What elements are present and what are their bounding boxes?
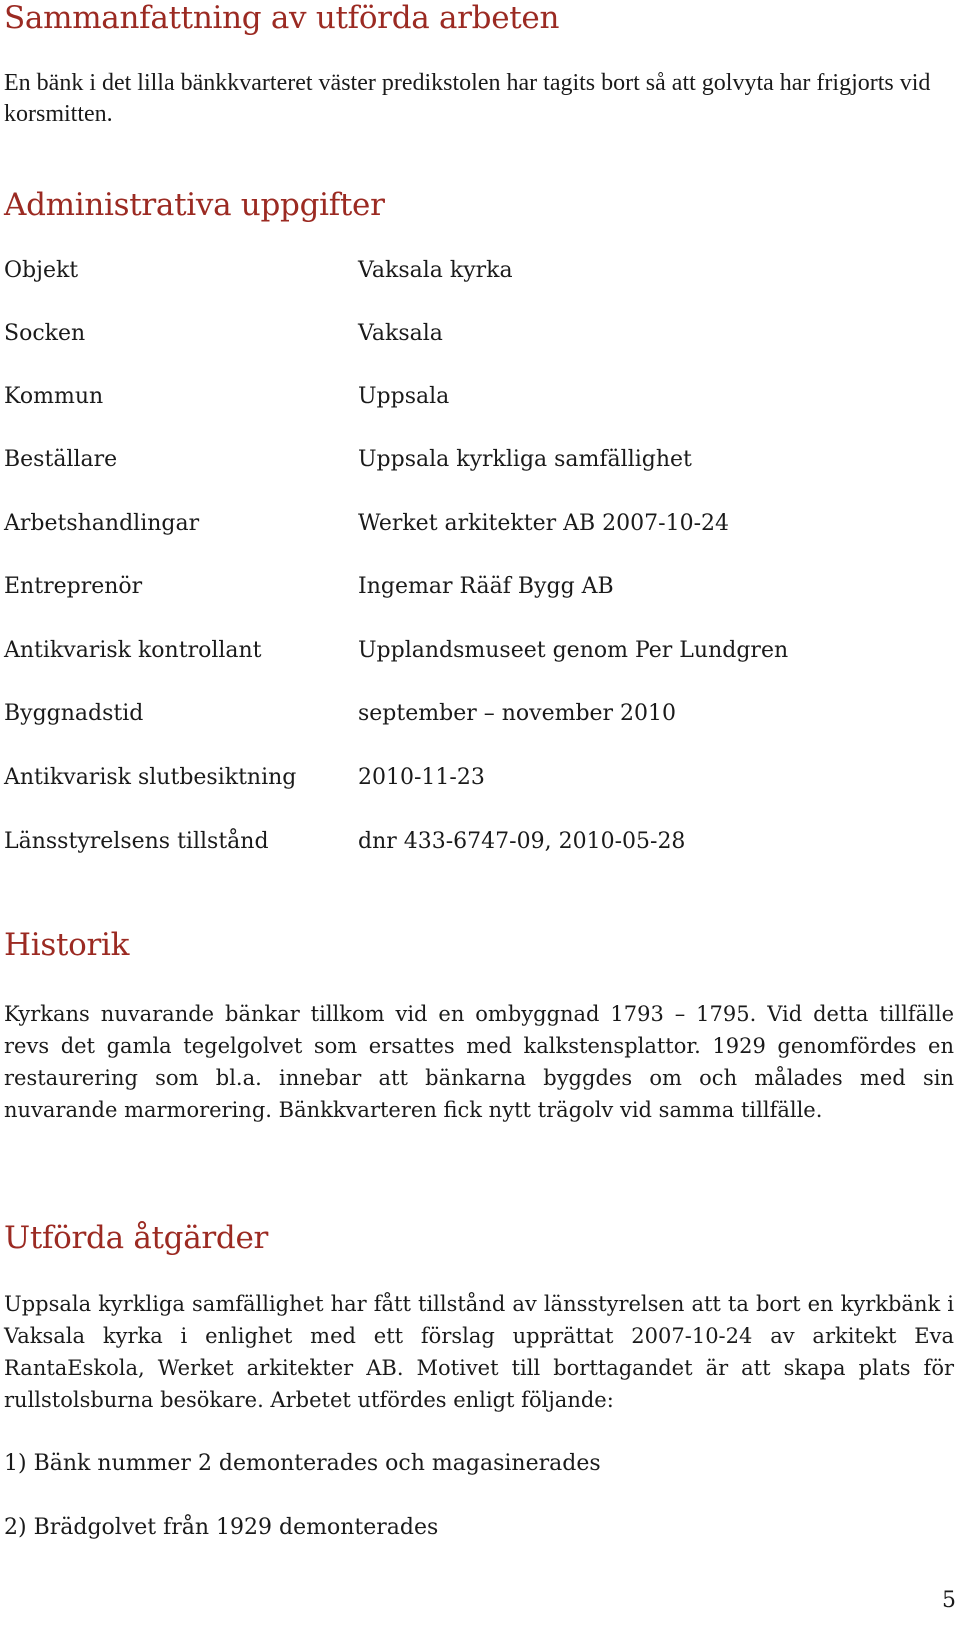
admin-value: Ingemar Rääf Bygg AB [358,574,614,599]
admin-value: Werket arkitekter AB 2007-10-24 [358,511,729,536]
summary-text: En bänk i det lilla bänkkvarteret väster predikstolen har tagits bort så att golvyta har frigjorts vid korsmitten. [4,70,931,127]
admin-value: 2010-11-23 [358,765,485,790]
admin-value: Upplandsmuseet genom Per Lundgren [358,638,789,663]
list-item: 1) Bänk nummer 2 demonterades och magasinerades [4,1451,601,1476]
admin-row-bestallare [4,447,954,487]
page-number: 5 [942,1588,956,1613]
admin-value: september – november 2010 [358,701,677,726]
admin-value: Vaksala kyrka [358,258,513,283]
admin-label: Beställare [4,447,118,472]
admin-value: Uppsala [358,384,450,409]
actions-heading: Utförda åtgärder [4,1220,269,1256]
history-text: Kyrkans nuvarande bänkar tillkom vid en ombyggnad 1793 – 1795. Vid detta tillfälle revs det gamla tegelgolvet som ersattes med kalkstensplattor. 1929 genomfördes en restaurering som bl.a. innebar att bänkarna byggdes om och målades med sin nuvarande marmorering. Bänkkvarteren fick nytt trägolv vid samma tillfälle. [4,1002,954,1122]
admin-value: dnr 433-6747-09, 2010-05-28 [358,829,686,854]
admin-label: Arbetshandlingar [4,511,200,536]
list-item: 2) Brädgolvet från 1929 demonterades [4,1515,439,1540]
admin-label: Antikvarisk kontrollant [4,638,262,663]
summary-heading: Sammanfattning av utförda arbeten [4,0,560,36]
admin-row-byggnadstid [4,701,954,741]
admin-row-lansstyrelsens-tillstand [4,829,954,869]
admin-heading: Administrativa uppgifter [4,187,385,223]
admin-label: Objekt [4,258,79,283]
admin-label: Entreprenör [4,574,143,599]
admin-row-arbetshandlingar [4,511,954,551]
admin-row-kommun [4,384,954,424]
admin-value: Uppsala kyrkliga samfällighet [358,447,692,472]
admin-row-objekt [4,258,954,298]
actions-text: Uppsala kyrkliga samfällighet har fått tillstånd av länsstyrelsen att ta bort en kyrkbänk i Vaksala kyrka i enlighet med ett förslag upprättat 2007-10-24 av arkitekt Eva RantaEskola, Werket arkitekter AB. Motivet till borttagandet är att skapa plats för rullstolsburna besökare. Arbetet utfördes enligt följande: [4,1292,954,1412]
admin-label: Socken [4,321,86,346]
admin-row-entreprenor [4,574,954,614]
history-heading: Historik [4,927,130,963]
admin-row-socken [4,321,954,361]
admin-value: Vaksala [358,321,443,346]
admin-label: Kommun [4,384,104,409]
admin-label: Länsstyrelsens tillstånd [4,829,269,854]
admin-label: Antikvarisk slutbesiktning [4,765,297,790]
admin-row-slutbesiktning [4,765,954,805]
admin-label: Byggnadstid [4,701,144,726]
admin-row-antikvarisk-kontrollant [4,638,954,678]
